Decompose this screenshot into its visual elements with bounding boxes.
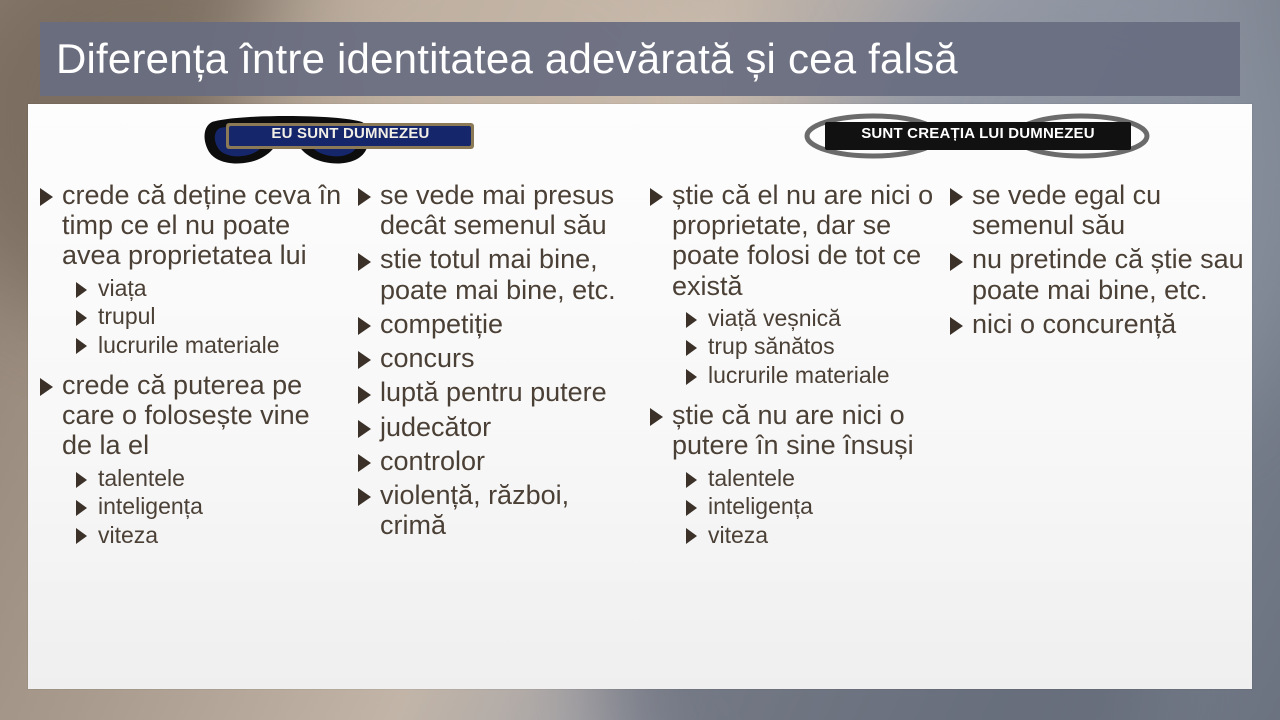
list-item-label: viață veșnică	[708, 304, 841, 331]
bullet-triangle-icon	[686, 369, 697, 385]
bullet-triangle-icon	[358, 454, 371, 472]
bullet-triangle-icon	[76, 282, 87, 298]
list-item-label: talentele	[708, 464, 795, 491]
column-2	[350, 180, 642, 550]
list-item	[354, 180, 638, 240]
badge-false-identity-label: EU SUNT DUMNEZEU	[271, 125, 430, 142]
bullet-triangle-icon	[358, 351, 371, 369]
bullet-triangle-icon	[76, 338, 87, 354]
bullet-triangle-icon	[358, 420, 371, 438]
list-item	[646, 493, 938, 519]
bullet-triangle-icon	[950, 188, 963, 206]
list-item-label: se vede mai presus decât semenul său	[380, 180, 615, 241]
bullet-triangle-icon	[686, 472, 697, 488]
list-item	[354, 412, 638, 442]
list-item	[36, 303, 346, 329]
bullet-triangle-icon	[950, 317, 963, 335]
bullet-triangle-icon	[40, 188, 53, 206]
bullet-list-4	[946, 180, 1248, 339]
bullet-triangle-icon	[358, 317, 371, 335]
column-1	[28, 180, 350, 550]
list-item	[36, 493, 346, 519]
column-3	[642, 180, 942, 550]
list-item	[36, 275, 346, 301]
list-item-label: se vede egal cu semenul său	[972, 180, 1162, 241]
content-panel	[28, 104, 1252, 689]
list-item	[36, 332, 346, 358]
bullet-triangle-icon	[76, 528, 87, 544]
list-item	[646, 305, 938, 331]
list-item-label: talentele	[98, 464, 185, 491]
list-item-label: inteligența	[98, 493, 203, 520]
list-item-label: știe că nu are nici o putere în sine însuși	[672, 400, 914, 461]
list-item-label: știe că el nu are nici o proprietate, dar se poate folosi de tot ce există	[672, 180, 934, 301]
list-item	[946, 244, 1248, 304]
list-item-label: concurs	[380, 343, 475, 374]
list-item	[946, 309, 1248, 339]
list-item-label: luptă pentru putere	[380, 377, 607, 408]
list-item-label: controlor	[380, 445, 486, 476]
list-spacer	[646, 390, 938, 400]
list-item-label: violență, război, crimă	[380, 480, 570, 541]
list-item-label: lucrurile materiale	[98, 331, 280, 358]
bullet-triangle-icon	[76, 472, 87, 488]
list-item-label: stie totul mai bine, poate mai bine, etc.	[380, 244, 616, 305]
bullet-triangle-icon	[686, 312, 697, 328]
list-item	[354, 244, 638, 304]
list-item	[354, 309, 638, 339]
badge-true-identity	[803, 112, 1153, 172]
bullet-list-2	[354, 180, 638, 541]
list-spacer	[36, 360, 346, 370]
bullet-list-3	[646, 180, 938, 548]
list-item	[354, 480, 638, 540]
list-item	[36, 370, 346, 461]
bullet-triangle-icon	[950, 253, 963, 271]
badge-false-identity	[198, 112, 528, 172]
list-item	[646, 362, 938, 388]
bullet-triangle-icon	[358, 488, 371, 506]
bullet-triangle-icon	[76, 310, 87, 326]
list-item	[646, 180, 938, 301]
list-item	[646, 333, 938, 359]
bullet-triangle-icon	[40, 378, 53, 396]
bullet-triangle-icon	[650, 408, 663, 426]
page-title: Diferența între identitatea adevărată și cea falsă	[56, 35, 958, 82]
bullet-triangle-icon	[358, 253, 371, 271]
list-item-label: crede că deține ceva în timp ce el nu poate avea proprietatea lui	[62, 180, 342, 271]
list-item-label: competiție	[380, 308, 504, 339]
list-item	[646, 522, 938, 548]
slide-title-bar	[40, 22, 1240, 96]
list-item-label: nici o concurență	[972, 308, 1177, 339]
list-item	[354, 343, 638, 373]
list-item-label: trupul	[98, 303, 156, 330]
list-item-label: inteligența	[708, 493, 813, 520]
list-item-label: crede că puterea pe care o folosește vine de la el	[62, 370, 310, 461]
bullet-triangle-icon	[686, 340, 697, 356]
bullet-list-1	[36, 180, 346, 548]
bullet-triangle-icon	[358, 188, 371, 206]
list-item-label: nu pretinde că știe sau poate mai bine, etc.	[972, 244, 1244, 305]
bullet-triangle-icon	[686, 528, 697, 544]
list-item-label: viteza	[98, 521, 159, 548]
list-item	[36, 465, 346, 491]
list-item-label: viteza	[708, 521, 769, 548]
bullet-triangle-icon	[650, 188, 663, 206]
list-item	[646, 400, 938, 460]
list-item-label: trup sănătos	[708, 333, 835, 360]
list-item	[946, 180, 1248, 240]
list-item	[354, 446, 638, 476]
list-item-label: lucrurile materiale	[708, 361, 890, 388]
list-item-label: judecător	[380, 411, 492, 442]
list-item	[354, 377, 638, 407]
bullet-triangle-icon	[686, 500, 697, 516]
badge-true-identity-label: SUNT CREAȚIA LUI DUMNEZEU	[861, 125, 1095, 142]
list-item	[36, 522, 346, 548]
bullet-triangle-icon	[76, 500, 87, 516]
bullet-triangle-icon	[358, 386, 371, 404]
bullet-columns	[28, 180, 1252, 550]
column-4	[942, 180, 1252, 550]
list-item-label: viața	[98, 274, 147, 301]
list-item	[646, 465, 938, 491]
list-item	[36, 180, 346, 271]
